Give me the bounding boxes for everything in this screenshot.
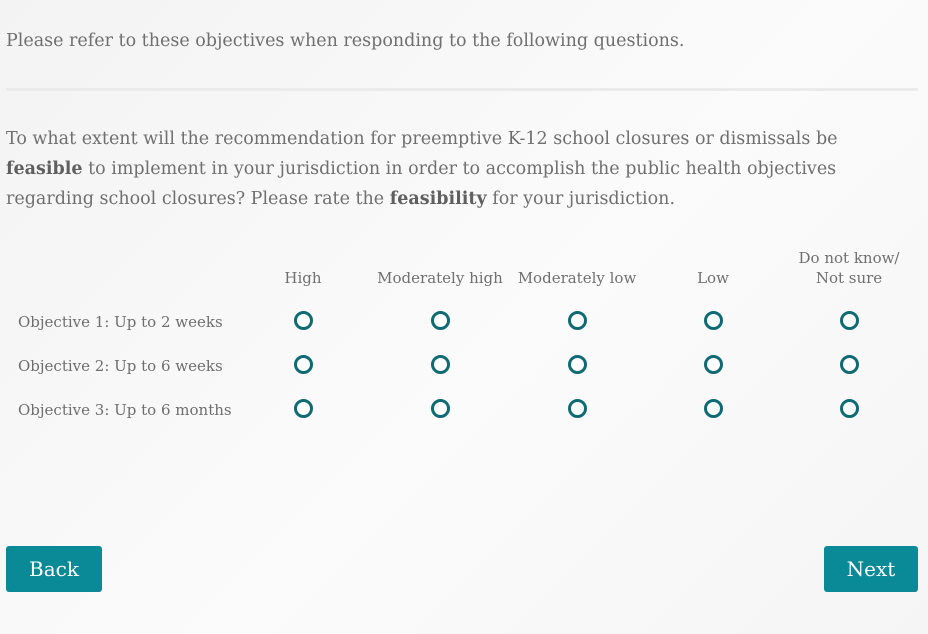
radio-objective-3-moderately-high[interactable] — [431, 399, 450, 418]
radio-objective-3-moderately-low[interactable] — [568, 399, 587, 418]
back-button[interactable]: Back — [6, 546, 102, 592]
radio-objective-3-not-sure[interactable] — [840, 399, 859, 418]
intro-text: Please refer to these objectives when responding to the following questions. — [6, 31, 685, 51]
radio-objective-1-moderately-low[interactable] — [568, 311, 587, 330]
question-text-part2: to implement in your jurisdiction in order to accomplish the public health objectives regarding school closures? Please rate the — [6, 159, 837, 209]
radio-objective-2-low[interactable] — [704, 355, 723, 374]
row-label-objective-1: Objective 1: Up to 2 weeks — [18, 313, 223, 331]
radio-objective-1-low[interactable] — [704, 311, 723, 330]
column-header-moderately-low: Moderately low — [517, 269, 637, 287]
column-header-low: Low — [697, 269, 729, 287]
row-label-objective-2: Objective 2: Up to 6 weeks — [18, 357, 223, 375]
next-button[interactable]: Next — [824, 546, 918, 592]
radio-objective-2-moderately-high[interactable] — [431, 355, 450, 374]
question-bold-feasibility: feasibility — [389, 189, 487, 209]
question-text-part1: To what extent will the recommendation for preemptive K-12 school closures or dismissals be — [6, 129, 838, 149]
question-text-part3: for your jurisdiction. — [486, 189, 676, 209]
radio-objective-2-not-sure[interactable] — [840, 355, 859, 374]
radio-objective-1-moderately-high[interactable] — [431, 311, 450, 330]
divider — [6, 88, 918, 91]
radio-objective-1-high[interactable] — [294, 311, 313, 330]
column-header-moderately-high: Moderately high — [377, 269, 503, 287]
question-bold-feasible: feasible — [6, 159, 83, 179]
radio-objective-2-high[interactable] — [294, 355, 313, 374]
column-header-high: High — [284, 269, 322, 287]
radio-objective-3-low[interactable] — [704, 399, 723, 418]
question-text — [6, 124, 906, 214]
radio-objective-3-high[interactable] — [294, 399, 313, 418]
column-header-not-sure: Do not know/ Not sure — [798, 249, 900, 287]
radio-objective-2-moderately-low[interactable] — [568, 355, 587, 374]
row-label-objective-3: Objective 3: Up to 6 months — [18, 401, 232, 419]
radio-objective-1-not-sure[interactable] — [840, 311, 859, 330]
